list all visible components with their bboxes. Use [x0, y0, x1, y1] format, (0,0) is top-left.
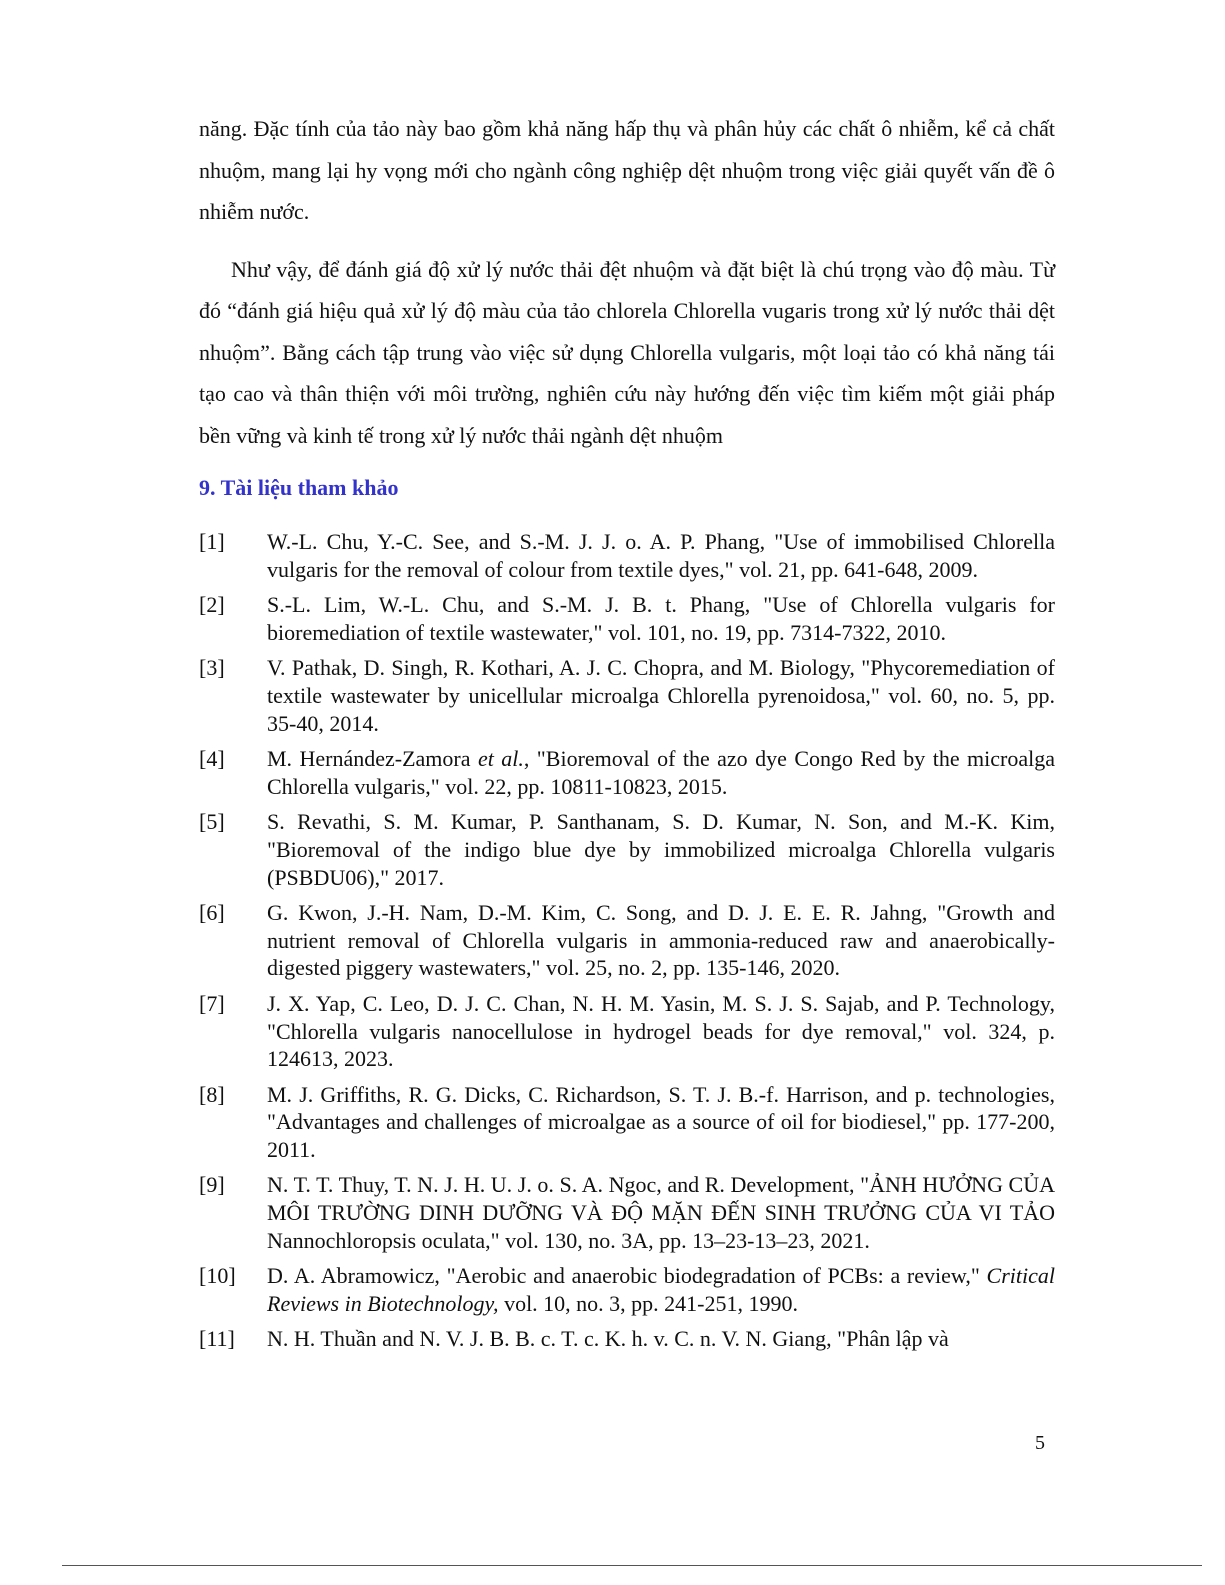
reference-list: [199, 528, 1055, 1353]
reference-text: S.-L. Lim, W.-L. Chu, and S.-M. J. B. t. Phang, "Use of Chlorella vulgaris for bioremediation of textile wastewater," vol. 101, no. 19, pp. 7314-7322, 2010.: [267, 592, 1055, 645]
reference-text: [267, 1262, 1055, 1317]
reference-text: N. H. Thuần and N. V. J. B. B. c. T. c. K. h. v. C. n. V. N. Giang, "Phân lập và: [267, 1326, 949, 1352]
intro-paragraph: năng. Đặc tính của tảo này bao gồm khả năng hấp thụ và phân hủy các chất ô nhiễm, kể cả chất nhuộm, mang lại hy vọng mới cho ngành công nghiệp dệt nhuộm trong việc giải quyết vấn đề ô nhiễm nước.: [199, 116, 1055, 224]
reference-item: [199, 528, 1055, 583]
references-heading: 9. Tài liệu tham khảo: [199, 475, 399, 500]
reference-text-part: D. A. Abramowicz, "Aerobic and anaerobic biodegradation of PCBs: a review,": [267, 1263, 987, 1289]
reference-item: [199, 654, 1055, 737]
reference-item: [199, 1262, 1055, 1317]
reference-number: [6]: [199, 900, 225, 926]
reference-number: [2]: [199, 592, 225, 618]
reference-text-part: , "Bioremoval of the azo dye Congo Red by the microalga Chlorella vulgaris," vol. 22, pp. 10811-10823, 2015.: [267, 746, 1055, 799]
reference-number: [1]: [199, 529, 225, 554]
document-page: [199, 108, 1055, 1361]
reference-text-part: M. Hernández-Zamora: [267, 746, 478, 772]
reference-item: [199, 591, 1055, 646]
reference-text: S. Revathi, S. M. Kumar, P. Santhanam, S. D. Kumar, N. Son, and M.-K. Kim, "Bioremoval of the indigo blue dye by immobilized microalga Chlorella vulgaris (PSBDU06)," 2017.: [267, 809, 1055, 890]
reference-item: [199, 745, 1055, 800]
reference-text: J. X. Yap, C. Leo, D. J. C. Chan, N. H. M. Yasin, M. S. J. S. Sajab, and P. Technology, "Chlorella vulgaris nanocellulose in hydrogel beads for dye removal," vol. 324, p. 124613, 2023.: [267, 990, 1055, 1072]
reference-text: W.-L. Chu, Y.-C. See, and S.-M. J. J. o. A. P. Phang, "Use of immobilised Chlorella vulgaris for the removal of colour from textile dyes," vol. 21, pp. 641-648, 2009.: [267, 529, 1055, 582]
reference-item: [199, 1171, 1055, 1254]
summary-paragraph: Như vậy, để đánh giá độ xử lý nước thải đệt nhuộm và đặt biệt là chú trọng vào độ màu. Từ đó “đánh giá hiệu quả xử lý độ màu của tảo chlorela Chlorella vugaris trong xử lý nước thải dệt nhuộm”. Bằng cách tập trung vào việc sử dụng Chlorella vulgaris, một loại tảo có khả năng tái tạo cao và thân thiện với môi trường, nghiên cứu này hướng đến việc tìm kiếm một giải pháp bền vững và kinh tế trong xử lý nước thải ngành dệt nhuộm: [199, 256, 1055, 448]
reference-item: [199, 808, 1055, 891]
reference-number: [8]: [199, 1081, 225, 1107]
reference-number: [7]: [199, 990, 225, 1016]
reference-item: [199, 1081, 1055, 1164]
bottom-divider: [62, 1565, 1202, 1566]
reference-number: [3]: [199, 655, 225, 681]
reference-text: [267, 745, 1055, 800]
reference-italic-part: Critical Reviews in Biotechnology,: [267, 1263, 1055, 1316]
reference-text: G. Kwon, J.-H. Nam, D.-M. Kim, C. Song, and D. J. E. E. R. Jahng, "Growth and nutrient removal of Chlorella vulgaris in ammonia-reduced raw and anaerobically-digested piggery wastewaters," vol. 25, no. 2, pp. 135-146, 2020.: [267, 900, 1055, 981]
reference-number: [11]: [199, 1326, 235, 1352]
page-number: 5: [1035, 1432, 1045, 1454]
reference-number: [5]: [199, 809, 225, 835]
reference-number: [9]: [199, 1172, 225, 1198]
reference-text: N. T. T. Thuy, T. N. J. H. U. J. o. S. A. Ngoc, and R. Development, "ẢNH HƯỞNG CỦA MÔI TRƯỜNG DINH DƯỠNG VÀ ĐỘ MẶN ĐẾN SINH TRƯỞNG CỦA VI TẢO Nannochloropsis oculata," vol. 130, no. 3A, pp. 13–23-13–23, 2021.: [267, 1172, 1055, 1253]
reference-number: [4]: [199, 746, 225, 772]
reference-text: V. Pathak, D. Singh, R. Kothari, A. J. C. Chopra, and M. Biology, "Phycoremediation of textile wastewater by unicellular microalga Chlorella pyrenoidosa," vol. 60, no. 5, pp. 35-40, 2014.: [267, 655, 1055, 736]
reference-item: [199, 1325, 1055, 1353]
reference-text-part: vol. 10, no. 3, pp. 241-251, 1990.: [498, 1290, 799, 1316]
reference-item: [199, 899, 1055, 982]
reference-text: M. J. Griffiths, R. G. Dicks, C. Richardson, S. T. J. B.-f. Harrison, and p. technologies, "Advantages and challenges of microalgae as a source of oil for biodiesel," pp. 177-200, 2011.: [267, 1081, 1055, 1162]
reference-item: [199, 990, 1055, 1073]
reference-italic-part: et al.: [477, 746, 524, 772]
reference-number: [10]: [199, 1263, 236, 1289]
